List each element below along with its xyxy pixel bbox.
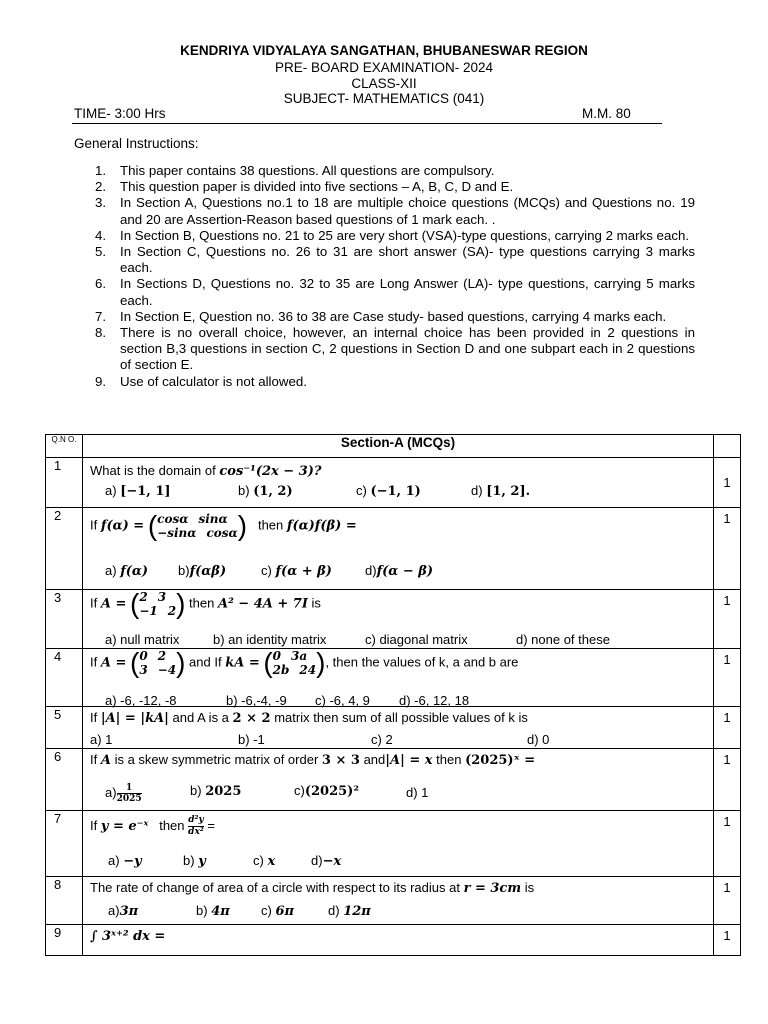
option-a: [−1, 1] [120, 484, 171, 499]
option-b: y [198, 854, 206, 869]
instruction-text: This question paper is divided into five sections – A, B, C, D and E. [120, 179, 514, 195]
marks-header [714, 435, 741, 458]
option-c: 6π [275, 904, 295, 919]
subject-label: SUBJECT- MATHEMATICS (041) [283, 91, 485, 106]
option-a: f(α) [120, 564, 149, 579]
question-number: 6 [46, 749, 83, 811]
question-text: then [257, 517, 284, 533]
math-expression: |A| = x [385, 753, 433, 768]
option-label: c) [356, 483, 367, 498]
option-label: a) [105, 563, 117, 578]
qno-header: Q.N O. [46, 435, 83, 458]
question-row [46, 458, 741, 508]
instruction-number: 8. [95, 325, 107, 341]
question-text: What is the domain of [90, 463, 216, 478]
option-c: x [267, 854, 276, 869]
question-body [83, 749, 714, 811]
option-c: (−1, 1) [370, 484, 421, 499]
question-text: is [524, 880, 535, 895]
instruction-text: In Section E, Question no. 36 to 38 are Case study- based questions, carrying 4 marks each. [120, 308, 667, 324]
class-label: CLASS-XII [351, 76, 417, 91]
matrix-entry: 3 [157, 590, 167, 604]
question-number: 5 [46, 707, 83, 749]
instruction-number: 9. [95, 373, 107, 389]
question-body: If A = ( 0 2 3 −4 ) and If kA = ( 0 3a 2b 24 ), then the values of k, a and b are a) -6, -12, -8 b) -6,-4, -9 c) -6, 4, 9 d) -6, 12, 18 [83, 649, 714, 707]
question-number: 9 [46, 925, 83, 956]
option-a: a) -6, -12, -8 [105, 693, 177, 708]
fraction-denominator: 2025 [116, 794, 142, 804]
header-divider [72, 123, 662, 124]
derivative-fraction [188, 815, 204, 838]
option-d: −x [322, 854, 342, 869]
question-marks: 1 [714, 707, 741, 749]
question-marks: 1 [714, 749, 741, 811]
question-number: 1 [46, 458, 83, 508]
question-text: If [90, 595, 98, 611]
option-b: b) an identity matrix [213, 632, 327, 647]
question-row [46, 707, 741, 749]
question-body [83, 877, 714, 925]
math-expression: y = e⁻ˣ [100, 818, 149, 834]
matrix-entry: 2 [167, 604, 177, 618]
general-instructions-title: General Instructions: [74, 136, 199, 151]
question-text: matrix then sum of all possible values of k is [274, 710, 528, 725]
question-row [46, 811, 741, 877]
question-row [46, 925, 741, 956]
option-label: b) [190, 783, 202, 798]
option-label: a) [108, 853, 120, 868]
question-text: If [90, 654, 98, 670]
instruction-item [95, 163, 695, 179]
instruction-item [95, 374, 695, 390]
math-expression: 3 × 3 [321, 753, 360, 768]
option-a: a) 1 [90, 732, 113, 747]
instruction-text: This paper contains 38 questions. All questions are compulsory. [120, 163, 495, 178]
question-row [46, 749, 741, 811]
question-text: then [159, 817, 185, 833]
option-label: b) [178, 563, 190, 578]
math-expression: ∫ 3ˣ⁺² dx = [90, 929, 166, 944]
option-d: d) none of these [516, 632, 610, 647]
math-expression: r = 3cm [463, 881, 522, 896]
exam-title: PRE- BOARD EXAMINATION- 2024 [274, 60, 494, 75]
math-expression: cos⁻¹(2x − 3)? [219, 464, 322, 479]
math-expression: A = [100, 596, 127, 612]
question-text: then [189, 595, 215, 611]
questions-table [45, 434, 741, 956]
matrix-entry: −sinα [157, 526, 197, 540]
option-b: 2025 [205, 784, 242, 799]
math-expression: |A| = |kA| [100, 711, 169, 726]
matrix-entry: cosα [157, 512, 189, 526]
question-number: 8 [46, 877, 83, 925]
instruction-number: 2. [95, 179, 107, 195]
option-d: d) 0 [527, 732, 550, 747]
option-label: c) [253, 853, 264, 868]
option-b: b) -1 [238, 732, 265, 747]
question-text: = [207, 817, 215, 833]
option-a: 3π [119, 904, 139, 919]
math-expression: 2 × 2 [232, 711, 271, 726]
instruction-text: In Section B, Questions no. 21 to 25 are very short (VSA)-type questions, carrying 2 marks each. [120, 227, 690, 243]
instruction-item [95, 195, 695, 227]
matrix-entry: 3a [291, 649, 308, 663]
option-c: c) -6, 4, 9 [315, 693, 370, 708]
matrix [139, 590, 176, 618]
math-expression: f(α)f(β) = [286, 518, 357, 534]
math-expression: A [100, 753, 111, 768]
option-a: −y [123, 854, 142, 869]
option-c: c) diagonal matrix [365, 632, 468, 647]
matrix-entry: sinα [198, 512, 228, 526]
math-expression: (2025)ˣ = [465, 753, 536, 768]
option-d: [1, 2]. [486, 484, 531, 499]
question-body [83, 811, 714, 877]
question-text: is [311, 595, 321, 611]
instruction-number: 7. [95, 308, 107, 324]
option-a [117, 783, 142, 804]
instruction-text: There is no overall choice, however, an internal choice has been provided in 2 questions in section B,3 questions in section C, 2 questions in Section D and one subpart each in 2 questions of section E. [120, 325, 695, 373]
question-body: If A = ( 2 3 −1 2 ) then A² − 4A + 7I is a) null matrix b) an identity matrix c) diagonal matrix d) none of these [83, 590, 714, 649]
question-marks: 1 [714, 811, 741, 877]
question-number: 7 [46, 811, 83, 877]
option-label: a) [108, 903, 120, 918]
question-marks: 1 [714, 925, 741, 956]
max-marks-label: M.M. 80 [582, 106, 631, 121]
option-b: (1, 2) [253, 484, 293, 499]
fraction-denominator: dx² [188, 827, 204, 837]
instruction-text: In Section A, Questions no.1 to 18 are multiple choice questions (MCQs) and Questions no. 19 and 20 are Assertion-Reason based questions of 1 mark each. . [120, 195, 695, 227]
instruction-item [95, 244, 695, 276]
instruction-number: 3. [95, 195, 107, 211]
instruction-text: In Section C, Questions no. 26 to 31 are short answer (SA)- type questions carrying 3 marks each. [120, 244, 695, 276]
matrix-entry: cosα [206, 526, 238, 540]
instructions-list [95, 163, 695, 390]
matrix-entry: 2 [139, 590, 148, 604]
instruction-text: In Sections D, Questions no. 32 to 35 are Long Answer (LA)- type questions, carrying 5 marks each. [120, 276, 695, 308]
math-expression: A² − 4A + 7I [217, 596, 308, 612]
question-text: If [90, 752, 98, 767]
fraction-numerator: d²y [188, 815, 204, 825]
question-marks: 1 [714, 877, 741, 925]
matrix-entry: −4 [157, 663, 177, 677]
question-row [46, 649, 741, 707]
table-header-row [46, 435, 741, 458]
instruction-number: 1. [95, 163, 107, 178]
option-label: c) [294, 783, 305, 798]
question-body: If f(α) = ( cosα sinα −sinα cosα ) then f(α)f(β) = a) f(α) b)f(αβ) c) f(α + β) d)f(α − β) [83, 508, 714, 590]
matrix [157, 512, 238, 540]
instruction-number: 5. [95, 244, 107, 260]
section-title: Section-A (MCQs) [83, 435, 714, 458]
matrix [273, 649, 316, 677]
instruction-number: 4. [95, 227, 107, 243]
matrix-entry: 2 [157, 649, 167, 663]
option-b: b) -6,-4, -9 [226, 693, 287, 708]
math-expression: A = [100, 655, 127, 671]
option-label: b) [183, 853, 195, 868]
question-row [46, 590, 741, 649]
question-text: The rate of change of area of a circle with respect to its radius at [90, 880, 460, 895]
option-c: (2025)² [304, 784, 360, 799]
fraction-numerator: 1 [117, 783, 142, 794]
question-number: 4 [46, 649, 83, 707]
question-body [83, 925, 714, 956]
option-d: f(α − β) [376, 564, 434, 579]
matrix-entry: −1 [139, 604, 158, 618]
matrix-entry: 3 [139, 663, 148, 677]
matrix-entry: 24 [299, 663, 317, 677]
question-text: and If [189, 654, 222, 670]
time-label: TIME- 3:00 Hrs [74, 106, 166, 121]
question-marks: 1 [714, 458, 741, 508]
option-label: b) [196, 903, 208, 918]
option-label: d) [365, 563, 377, 578]
question-text: If [90, 817, 98, 833]
question-text: If [90, 517, 98, 533]
question-text: and A is a [172, 710, 229, 725]
matrix [139, 649, 176, 677]
option-label: a) [105, 483, 117, 498]
question-marks: 1 [714, 590, 741, 649]
option-label: c) [261, 563, 272, 578]
question-body [83, 458, 714, 508]
option-label: c) [261, 903, 272, 918]
matrix-entry: 2b [272, 663, 290, 677]
option-d: d) -6, 12, 18 [399, 693, 470, 708]
question-number: 2 [46, 508, 83, 590]
option-a: a) null matrix [105, 632, 180, 647]
math-expression: kA = [225, 655, 260, 671]
question-row [46, 508, 741, 590]
instruction-text: Use of calculator is not allowed. [120, 373, 307, 389]
instruction-number: 6. [95, 276, 107, 292]
option-label: d) [471, 483, 483, 498]
instruction-item [95, 179, 695, 195]
question-text: and [363, 752, 386, 767]
option-label: d) [311, 853, 323, 868]
matrix-entry: 0 [272, 649, 282, 663]
instruction-item [95, 276, 695, 308]
question-text: , then the values of k, a and b are [325, 654, 519, 670]
math-expression: f(α) = [100, 518, 145, 534]
question-number: 3 [46, 590, 83, 649]
instruction-item [95, 309, 695, 325]
question-text: is a skew symmetric matrix of order [114, 752, 319, 767]
option-b: 4π [211, 904, 230, 919]
question-body [83, 707, 714, 749]
question-marks: 1 [714, 508, 741, 590]
option-label: b) [238, 483, 250, 498]
instruction-item [95, 325, 695, 374]
question-text: then [436, 752, 462, 767]
option-c: c) 2 [371, 732, 393, 747]
option-label: a) [105, 784, 117, 800]
instruction-item [95, 228, 695, 244]
option-d: 12π [343, 904, 371, 919]
option-label: d) [328, 903, 340, 918]
option-c: f(α + β) [275, 564, 332, 579]
school-region-title: KENDRIYA VIDYALAYA SANGATHAN, BHUBANESWAR REGION [180, 43, 588, 58]
option-b: f(αβ) [189, 564, 227, 579]
question-row [46, 877, 741, 925]
option-d: d) 1 [406, 785, 429, 800]
matrix-entry: 0 [139, 649, 148, 663]
question-text: If [90, 710, 98, 725]
question-marks: 1 [714, 649, 741, 707]
